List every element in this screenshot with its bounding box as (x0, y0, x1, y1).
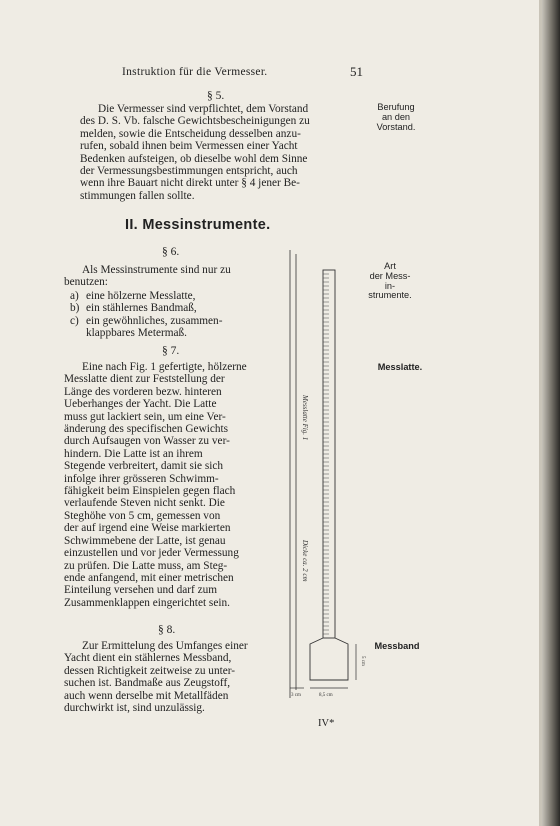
latte-scale-ticks (323, 274, 329, 634)
s7-line: ende anfangend, mit einer metrischen (64, 571, 234, 584)
section-7-text (64, 361, 277, 609)
margin-note-line: Vorstand. (376, 121, 416, 132)
margin-note-messlatte: Messlatte. (377, 362, 423, 372)
s7-line: Zusammenklappen eingerichtet sein. (64, 596, 230, 609)
section-6-mark: § 6. (162, 246, 180, 258)
s7-line: hindern. Die Latte ist an ihrem (64, 447, 203, 460)
margin-note-line: der Mess- (369, 270, 411, 281)
s7-line: Ueberhanges der Yacht. Die Latte (64, 398, 217, 411)
margin-note-line: an den (381, 111, 411, 122)
list-text: eine hölzerne Messlatte, (86, 290, 196, 302)
s7-line: Länge des vorderen bezw. hinteren (64, 385, 222, 398)
chapter-heading: II. Messinstrumente. (125, 217, 271, 233)
dim-offset-label: 3 cm (291, 693, 301, 698)
s6-line: Als Messinstrumente sind nur zu (82, 264, 231, 276)
s7-line: Schwimmebene der Latte, ist genau (64, 534, 226, 547)
s5-line: rufen, sobald ihnen beim Vermessen einer Yacht (80, 140, 298, 153)
s5-line: der Vermessungsbestimmungen entspricht, auch (80, 165, 298, 178)
s5-line: des D. S. Vb. falsche Gewichtsbescheinigungen zu (80, 115, 310, 128)
s5-line: Bedenken aufsteigen, ob dieselbe wohl dem Sinne (80, 152, 308, 165)
section-8-text (64, 640, 277, 714)
s8-line: dessen Richtigkeit zeitweise zu unter- (64, 664, 236, 677)
s7-line: verlaufende Steven nicht senkt. Die (64, 497, 225, 510)
list-text: ein gewöhnliches, zusammen- (86, 314, 223, 327)
s5-line: melden, sowie die Entscheidung desselben anzu- (80, 127, 301, 140)
page-edge (539, 0, 542, 826)
s5-line: Die Vermesser sind verpflichtet, dem Vorstand (98, 103, 309, 115)
section-5-text (80, 103, 365, 202)
list-marker: c) (70, 314, 79, 327)
margin-note-messband: Messband (374, 641, 420, 651)
s8-line: Zur Ermittelung des Umfanges einer (82, 640, 248, 652)
latte-foot (310, 638, 348, 680)
list-item (70, 315, 280, 327)
s7-line: Messlatte dient zur Feststellung der (64, 373, 225, 386)
margin-note-line: strumente. (368, 290, 412, 301)
section-7-mark: § 7. (162, 345, 180, 357)
s6-line: benutzen: (64, 276, 108, 289)
s8-line: auch wenn derselbe mit Metallfäden (64, 689, 229, 702)
s5-line: wenn ihre Bauart nicht direkt unter § 4 jener Be- (80, 177, 300, 190)
list-item (70, 290, 280, 302)
s7-line: fähigkeit beim Einspielen gegen flach (64, 485, 236, 498)
book-spine-shadow (540, 0, 560, 826)
messlatte-figure (282, 240, 372, 715)
list-item-continuation: klappbares Metermaß. (86, 327, 188, 340)
s8-line: suchen ist. Bandmaße aus Zeugstoff, (64, 677, 231, 690)
section-6-text (64, 264, 277, 289)
s7-line: änderung des specifischen Gewichts (64, 423, 229, 436)
figure-label-bottom: Dicke ca. 2 cm (301, 540, 309, 582)
running-header: Instruktion für die Vermesser. (122, 66, 268, 78)
s7-line: muss gut lackiert sein, um eine Ver- (64, 410, 226, 423)
s5-line: stimmungen fallen sollte. (80, 189, 195, 202)
s7-line: Einteilung versehen und darf zum (64, 584, 218, 597)
section-8-mark: § 8. (158, 624, 176, 636)
list-marker: b) (70, 302, 80, 315)
s7-line: infolge ihrer grösseren Schwimm- (64, 472, 219, 485)
s7-line: Eine nach Fig. 1 gefertigte, hölzerne (82, 361, 247, 373)
dim-width-label: 8,5 cm (319, 693, 333, 698)
figure-label-top: Messlatte Fig. 1 (301, 395, 309, 441)
s7-line: einzustellen und vor jeder Vermessung (64, 547, 239, 560)
section-5-mark: § 5. (207, 90, 225, 102)
margin-note-line: Art (384, 261, 396, 271)
figure-caption: IV* (318, 718, 335, 729)
margin-note-line: Berufung (377, 102, 415, 112)
margin-note-line: in- (384, 280, 396, 291)
margin-note-berufung (368, 103, 424, 132)
page-number: 51 (350, 64, 363, 79)
s7-line: zu prüfen. Die Latte muss, am Steg- (64, 559, 228, 572)
dim-height-label: 5 cm (360, 656, 365, 666)
s7-line: Stegende verbreitert, damit sie sich (64, 460, 224, 473)
list-item (70, 302, 280, 314)
s7-line: Steghöhe von 5 cm, gemessen von (64, 509, 221, 522)
s8-line: Yacht dient ein stählernes Messband, (64, 652, 232, 665)
s8-line: durchwirkt ist, sind unzulässig. (64, 702, 205, 715)
instrument-list (70, 290, 280, 340)
s7-line: durch Aufsaugen von Wasser zu ver- (64, 435, 230, 448)
list-marker: a) (70, 290, 79, 302)
list-text: ein stählernes Bandmaß, (86, 302, 197, 315)
s7-line: der auf irgend eine Weise markierten (64, 522, 231, 535)
